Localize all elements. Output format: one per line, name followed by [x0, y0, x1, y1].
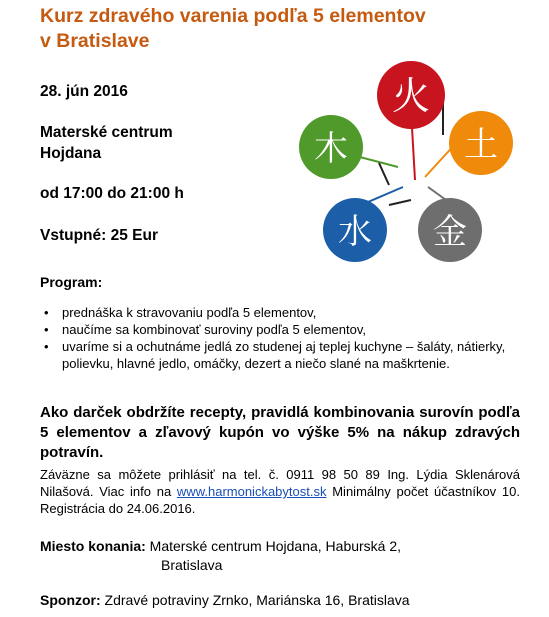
fire-glyph: 火	[391, 74, 431, 118]
admission-fee: Vstupné: 25 Eur	[40, 227, 158, 244]
title-line-1: Kurz zdravého varenia podľa 5 elementov	[40, 5, 426, 27]
water-glyph: 水	[338, 212, 372, 252]
registration-text-after: Minimálny počet účastníkov 10. Registrácia do 24.06.2016.	[40, 484, 520, 516]
program-list	[40, 304, 525, 372]
program-item: • prednáška k stravovaniu podľa 5 elementov,	[40, 304, 525, 321]
sponsor-label: Sponzor:	[40, 592, 101, 608]
water-element	[323, 198, 387, 262]
program-heading: Program:	[40, 274, 103, 290]
website-link[interactable]: www.harmonickabytost.sk	[176, 484, 327, 499]
program-item: • naučíme sa kombinovať suroviny podľa 5 elementov,	[40, 321, 525, 338]
wood-glyph: 木	[314, 129, 348, 169]
location-label: Miesto konania:	[40, 538, 146, 554]
fire-element	[377, 61, 445, 129]
event-sponsor	[40, 591, 410, 610]
program-item: • uvaríme si a ochutnáme jedlá zo studenej aj teplej kuchyne – šaláty, nátierky, polievku, hlavné jedlo, omáčky, dezert a niečo slané na maškrtenie.	[40, 338, 525, 372]
five-elements-graphic	[293, 55, 533, 285]
page-title	[40, 4, 510, 54]
event-time: od 17:00 do 21:00 h	[40, 185, 184, 202]
event-location	[40, 537, 401, 575]
registration-info	[40, 466, 520, 517]
event-venue	[40, 122, 173, 164]
title-line-2: v Bratislave	[40, 30, 150, 52]
venue-line-2: Hojdana	[40, 145, 102, 162]
wood-element	[299, 115, 363, 179]
sponsor-text: Zdravé potraviny Zrnko, Mariánska 16, Bratislava	[100, 592, 410, 608]
earth-glyph: 土	[464, 125, 498, 165]
metal-element	[418, 198, 482, 262]
registration-text-before: Záväzne sa môžete prihlásiť na tel. č. 0911 98 50 89 Ing. Lýdia Sklenárová Nilašová. Viac info na	[40, 467, 520, 499]
venue-line-1: Materské centrum	[40, 124, 173, 141]
event-date: 28. jún 2016	[40, 83, 128, 100]
location-line-2: Bratislava	[161, 557, 223, 573]
location-line-1: Materské centrum Hojdana, Haburská 2,	[145, 538, 402, 554]
earth-element	[449, 111, 513, 175]
metal-glyph: 金	[433, 212, 467, 252]
gift-notice: Ako darček obdržíte recepty, pravidlá kombinovania surovín podľa 5 elementov a zľavový kupón vo výške 5% na nákup zdravých potravín.	[40, 404, 520, 461]
